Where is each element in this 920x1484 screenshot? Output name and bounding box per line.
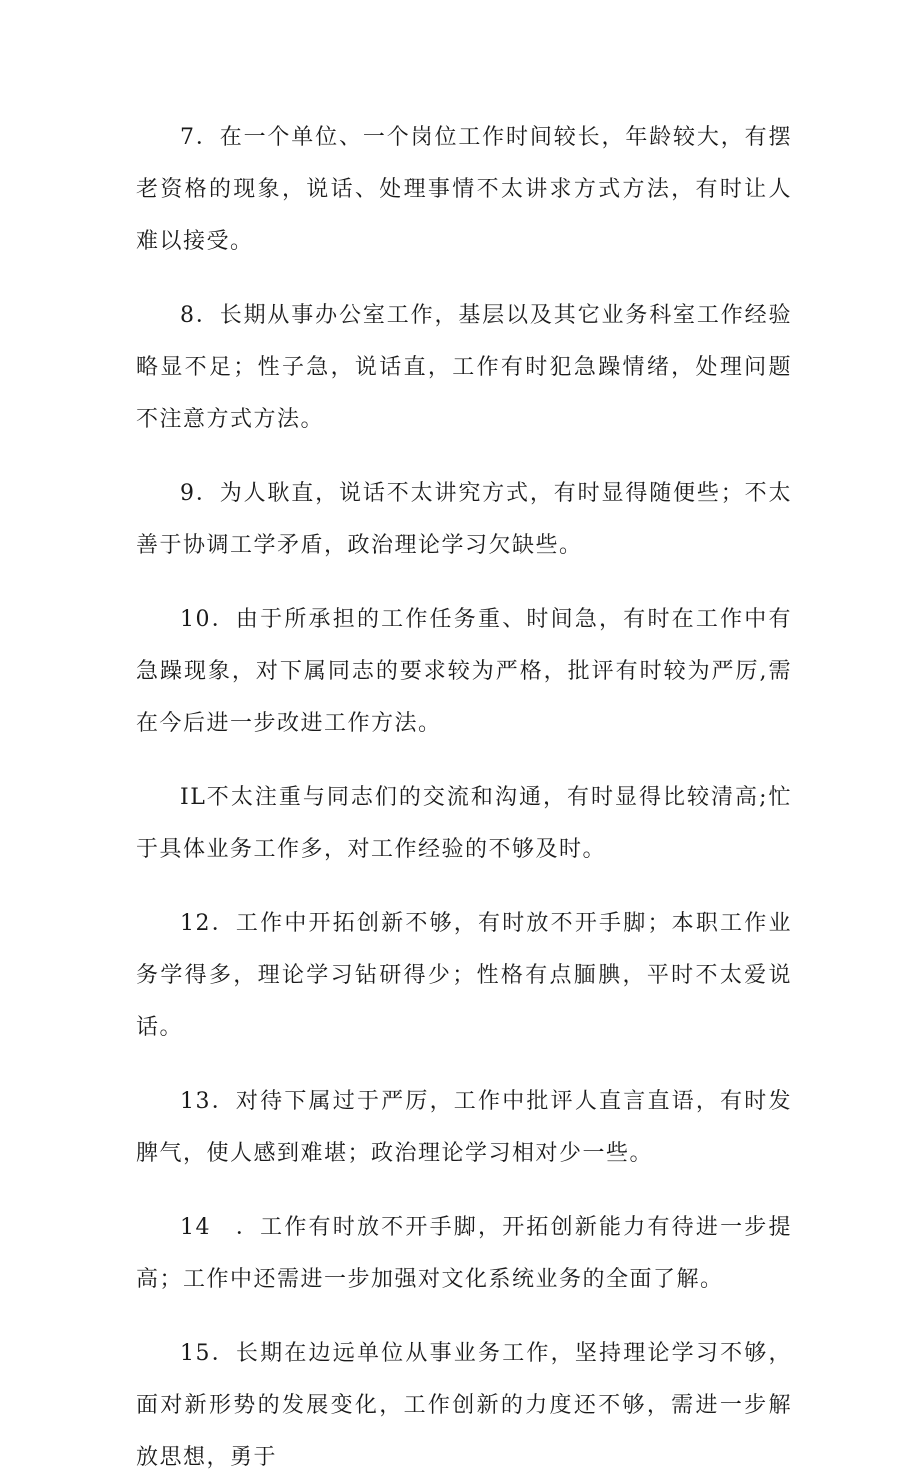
paragraph-9: 9．为人耿直，说话不太讲究方式，有时显得随便些；不太善于协调工学矛盾，政治理论学习欠缺些。	[136, 481, 792, 558]
paragraph-8: 8．长期从事办公室工作，基层以及其它业务科室工作经验略显不足；性子急，说话直，工作有时犯急躁情绪，处理问题不注意方式方法。	[136, 303, 792, 432]
paragraph-14: 14 ．工作有时放不开手脚，开拓创新能力有待进一步提高；工作中还需进一步加强对文化系统业务的全面了解。	[136, 1215, 792, 1292]
paragraph-10: 10．由于所承担的工作任务重、时间急，有时在工作中有急躁现象，对下属同志的要求较为严格，批评有时较为严厉,需在今后进一步改进工作方法。	[136, 607, 792, 736]
paragraph-15: 15．长期在边远单位从事业务工作，坚持理论学习不够，面对新形势的发展变化，工作创新的力度还不够，需进一步解放思想，勇于	[136, 1341, 792, 1470]
paragraph-12: 12．工作中开拓创新不够，有时放不开手脚；本职工作业务学得多，理论学习钻研得少；性格有点腼腆，平时不太爱说话。	[136, 911, 792, 1040]
paragraph-13: 13．对待下属过于严厉，工作中批评人直言直语，有时发脾气，使人感到难堪；政治理论学习相对少一些。	[136, 1089, 792, 1166]
paragraph-11: IL不太注重与同志们的交流和沟通，有时显得比较清高;忙于具体业务工作多，对工作经验的不够及时。	[136, 785, 792, 862]
paragraph-7: 7．在一个单位、一个岗位工作时间较长，年龄较大，有摆老资格的现象，说话、处理事情不太讲求方式方法，有时让人难以接受。	[136, 125, 792, 254]
document-body	[136, 112, 792, 1484]
